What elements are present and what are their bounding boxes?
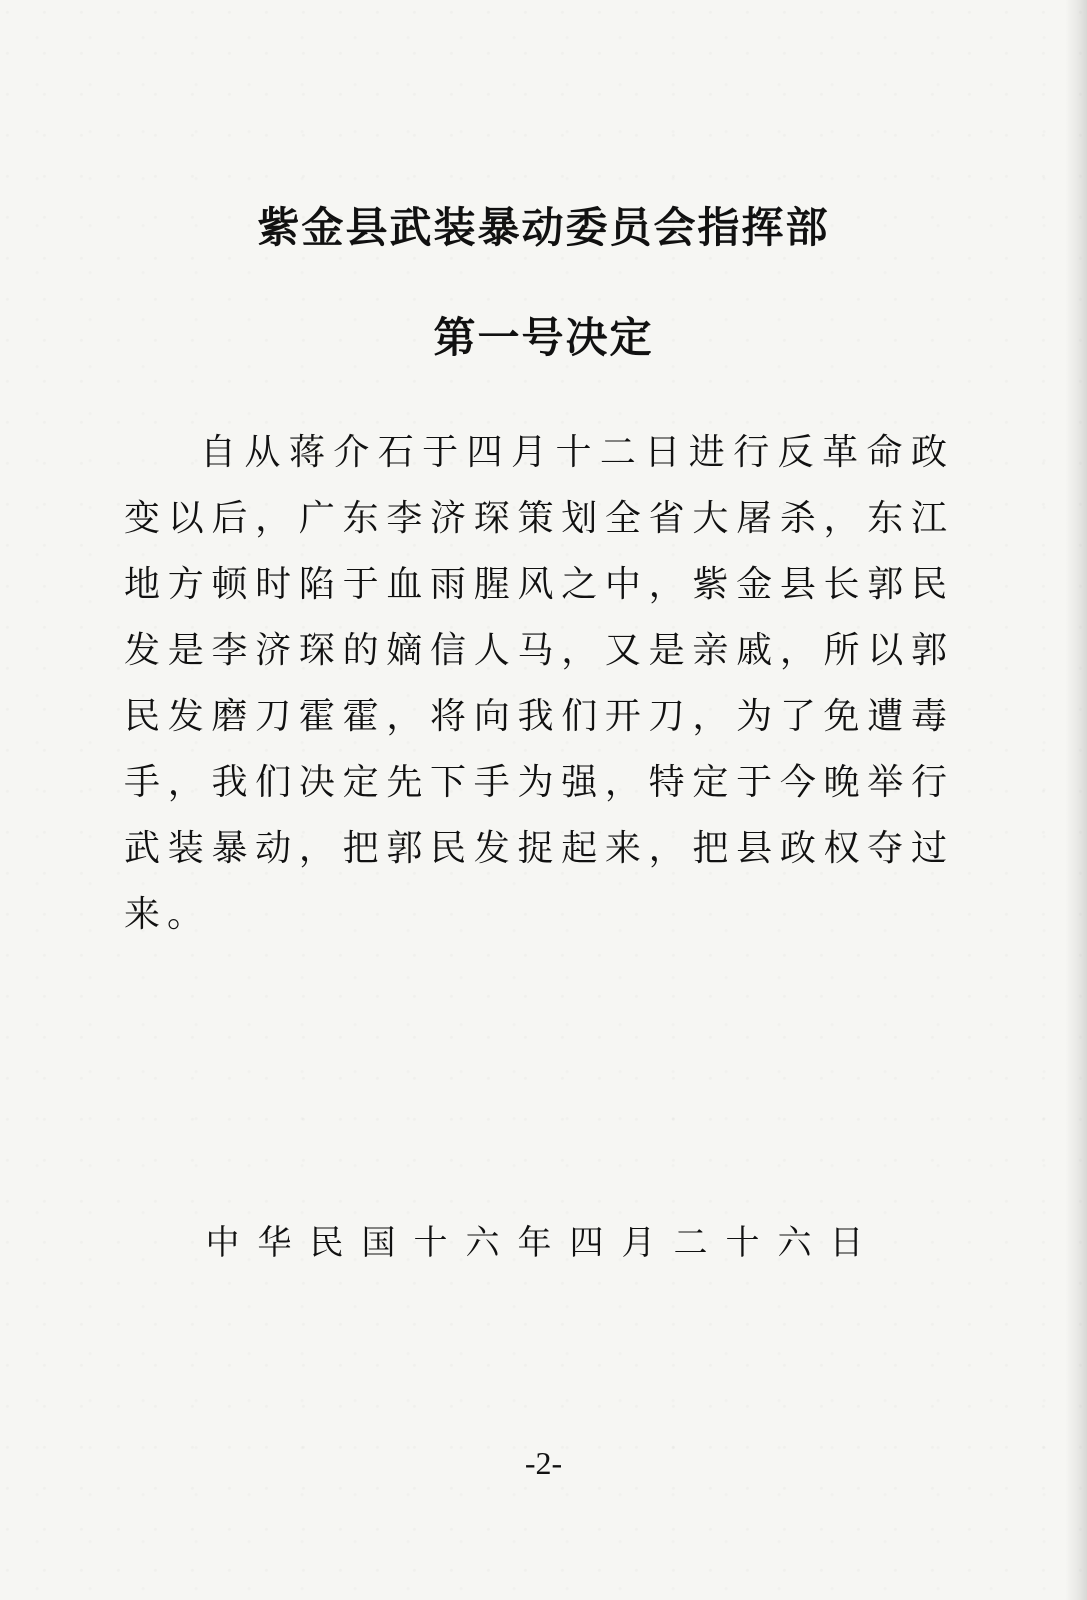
document-date: 中华民国十六年四月二十六日 — [205, 1223, 882, 1263]
document-subtitle: 第一号决定 — [433, 313, 654, 362]
page-number: -2- — [524, 1445, 563, 1481]
document-title: 紫金县武装暴动委员会指挥部 — [257, 203, 830, 252]
document-body: 自从蒋介石于四月十二日进行反革命政变以后，广东李济琛策划全省大屠杀，东江地方顿时陷于血雨腥风之中，紫金县长郭民发是李济琛的嫡信人马，又是亲戚，所以郭民发磨刀霍霍，将向我们开刀，为了免遭毒手，我们决定先下手为强，特定于今晚举行武装暴动，把郭民发捉起来，把县政权夺过来。 — [124, 432, 954, 935]
